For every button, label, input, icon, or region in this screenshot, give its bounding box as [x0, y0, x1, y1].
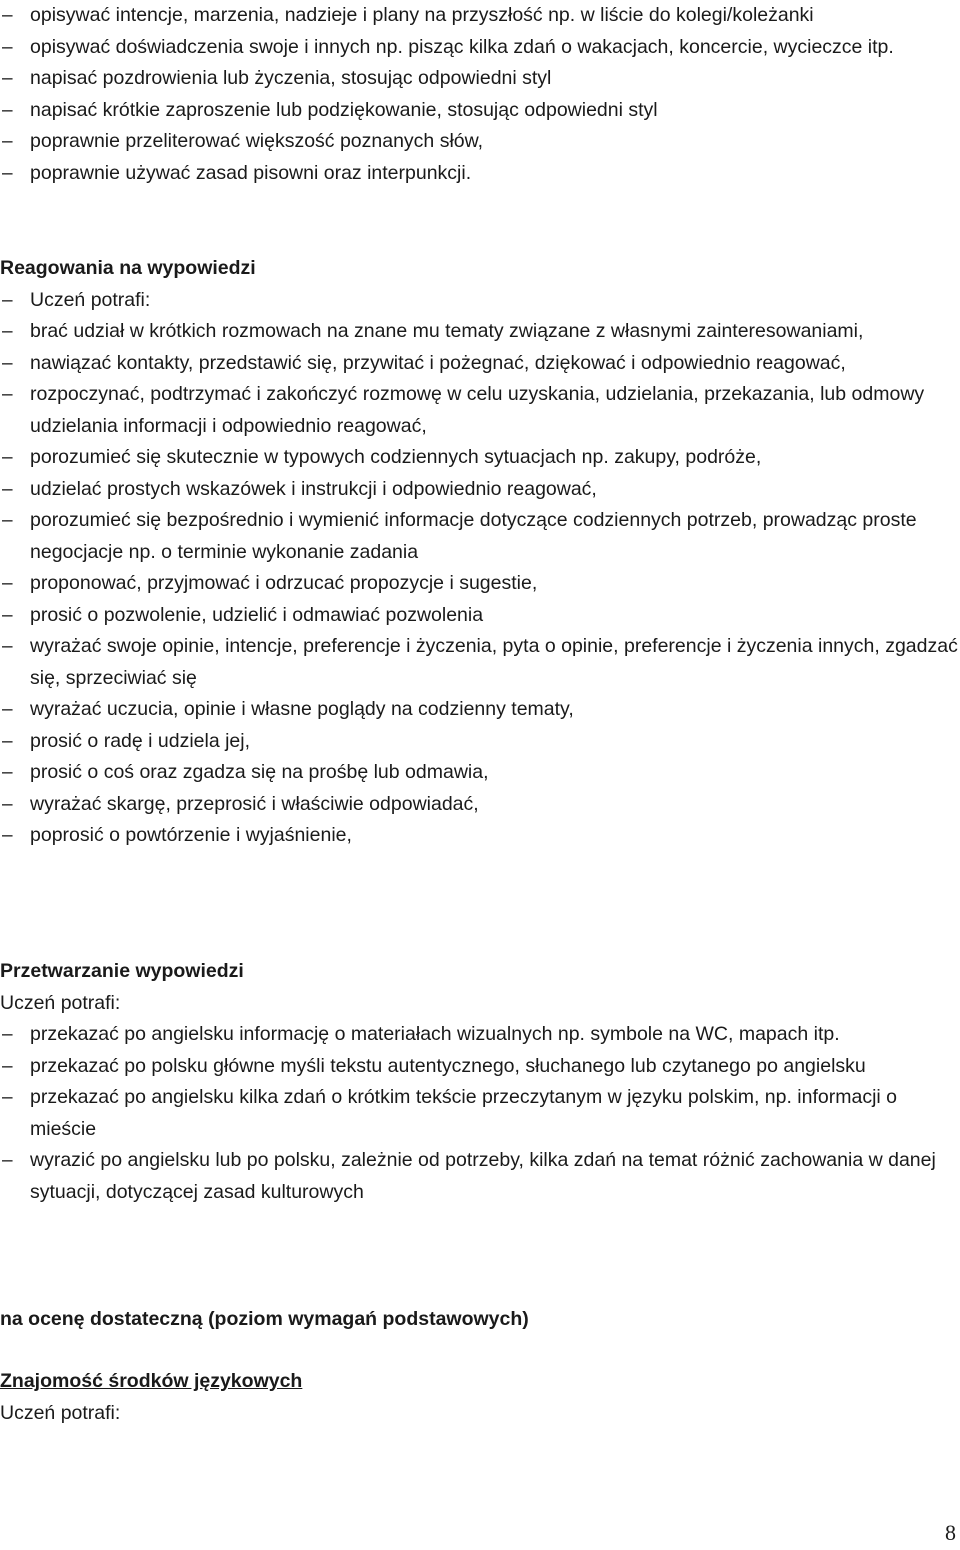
dash-bullet: –	[2, 510, 13, 531]
list-item: – brać udział w krótkich rozmowach na znane mu tematy związane z własnymi zainteresowaniami,	[0, 316, 960, 348]
dash-bullet: –	[2, 604, 13, 626]
list-item: – poprosić o powtórzenie i wyjaśnienie,	[0, 820, 960, 852]
dash-bullet: –	[2, 1087, 13, 1108]
list-item: – napisać krótkie zaproszenie lub podziękowanie, stosując odpowiedni styl	[0, 95, 960, 127]
list-item: – prosić o pozwolenie, udzielić i odmawiać pozwolenia	[0, 600, 960, 632]
section-heading: Reagowania na wypowiedzi	[0, 257, 256, 279]
dash-bullet: –	[2, 36, 13, 58]
list-item: – porozumieć się bezpośrednio i wymienić informacje dotyczące codziennych potrzeb, prowadząc proste negocjacje np. o terminie wykonanie zadania	[0, 505, 960, 568]
grade-heading: na ocenę dostateczną (poziom wymagań podstawowych)	[0, 1308, 529, 1330]
writing-skills-list	[0, 0, 960, 189]
list-item: – wyrażać skargę, przeprosić i właściwie odpowiadać,	[0, 789, 960, 821]
list-item: – przekazać po angielsku informację o materiałach wizualnych np. symbole na WC, mapach itp.	[0, 1019, 960, 1051]
dash-bullet: –	[2, 352, 13, 374]
list-item: – Uczeń potrafi:	[0, 285, 960, 317]
list-item: – proponować, przyjmować i odrzucać propozycje i sugestie,	[0, 568, 960, 600]
list-item: – porozumieć się skutecznie w typowych codziennych sytuacjach np. zakupy, podróże,	[0, 442, 960, 474]
dash-bullet: –	[2, 793, 13, 815]
dash-bullet: –	[2, 699, 13, 720]
dash-bullet: –	[2, 68, 13, 89]
dash-bullet: –	[2, 478, 13, 500]
dash-bullet: –	[2, 573, 13, 594]
dash-bullet: –	[2, 289, 13, 311]
page-number: 8	[945, 1520, 956, 1545]
dash-bullet: –	[2, 131, 13, 152]
list-item: – prosić o coś oraz zgadza się na prośbę lub odmawia,	[0, 757, 960, 789]
dash-bullet: –	[2, 162, 13, 184]
dash-bullet: –	[2, 762, 13, 783]
list-item: – wyrazić po angielsku lub po polsku, zależnie od potrzeby, kilka zdań na temat różnić zachowania w danej sytuacji, dotyczącej zasad kulturowych	[0, 1145, 960, 1208]
dash-bullet: –	[2, 636, 13, 657]
section-reagowania	[0, 253, 960, 852]
section-heading: Przetwarzanie wypowiedzi	[0, 960, 244, 982]
grade-level-block	[0, 1304, 960, 1336]
dash-bullet: –	[2, 384, 13, 405]
section-intro: Uczeń potrafi:	[0, 1401, 121, 1424]
dash-bullet: –	[2, 5, 13, 26]
list-item: – poprawnie przeliterować większość poznanych słów,	[0, 126, 960, 158]
section-heading: Znajomość środków językowych	[0, 1370, 303, 1392]
dash-bullet: –	[2, 1055, 13, 1077]
list-item: – poprawnie używać zasad pisowni oraz interpunkcji.	[0, 158, 960, 190]
dash-bullet: –	[2, 825, 13, 846]
list-item: – nawiązać kontakty, przedstawić się, przywitać i pożegnać, dziękować i odpowiednio reagować,	[0, 348, 960, 380]
dash-bullet: –	[2, 730, 13, 752]
list-item: – przekazać po polsku główne myśli tekstu autentycznego, słuchanego lub czytanego po angielsku	[0, 1051, 960, 1083]
list-item: – przekazać po angielsku kilka zdań o krótkim tekście przeczytanym w języku polskim, np. informacji o mieście	[0, 1082, 960, 1145]
list-item: – rozpoczynać, podtrzymać i zakończyć rozmowę w celu uzyskania, udzielania, przekazania, lub odmowy udzielania informacji i odpowiednio reagować,	[0, 379, 960, 442]
list-item: – wyrażać swoje opinie, intencje, preferencje i życzenia, pyta o opinie, preferencje i życzenia innych, zgadzać się, sprzeciwiać się	[0, 631, 960, 694]
dash-bullet: –	[2, 321, 13, 342]
list-item: – opisywać doświadczenia swoje i innych np. pisząc kilka zdań o wakacjach, koncercie, wycieczce itp.	[0, 32, 960, 64]
section-znajomosc	[0, 1366, 960, 1429]
list-item: – napisać pozdrowienia lub życzenia, stosując odpowiedni styl	[0, 63, 960, 95]
dash-bullet: –	[2, 447, 13, 468]
section-intro: Uczeń potrafi:	[0, 991, 121, 1014]
dash-bullet: –	[2, 1150, 13, 1171]
list-item: – prosić o radę i udziela jej,	[0, 726, 960, 758]
dash-bullet: –	[2, 99, 13, 121]
dash-bullet: –	[2, 1024, 13, 1045]
list-item: – opisywać intencje, marzenia, nadzieje i plany na przyszłość np. w liście do kolegi/koleżanki	[0, 0, 960, 32]
list-item: – udzielać prostych wskazówek i instrukcji i odpowiednio reagować,	[0, 474, 960, 506]
section-przetwarzanie	[0, 956, 960, 1208]
list-item: – wyrażać uczucia, opinie i własne poglądy na codzienny tematy,	[0, 694, 960, 726]
